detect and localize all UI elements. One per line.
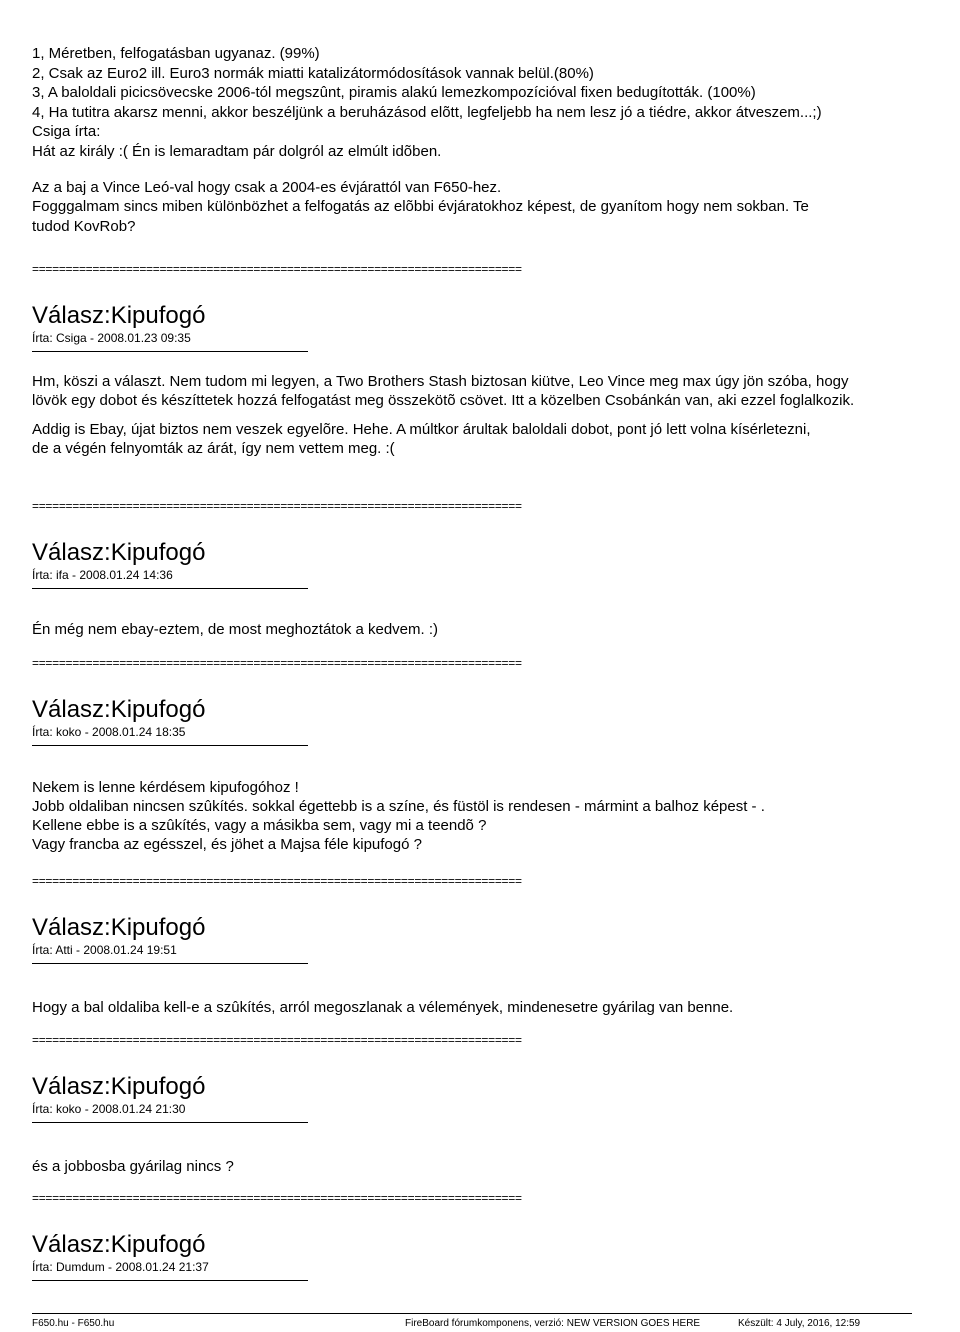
footer-divider <box>32 1313 912 1314</box>
post-separator: ========================================================================= <box>32 656 522 670</box>
post-line: Addig is Ebay, újat biztos nem veszek egyelõre. Hehe. A múltkor árultak baloldali dobot, pont jó lett volna kísérletezni, <box>32 421 811 438</box>
post-divider <box>32 1280 308 1281</box>
post-title: Válasz:Kipufogó <box>32 914 206 941</box>
post-separator: ========================================================================= <box>32 874 522 888</box>
post-title: Válasz:Kipufogó <box>32 1073 206 1100</box>
post-body <box>32 1157 957 1176</box>
post-title: Válasz:Kipufogó <box>32 302 206 329</box>
post-meta: Írta: Csiga - 2008.01.23 09:35 <box>32 331 191 345</box>
post-divider <box>32 351 308 352</box>
intro-line: 4, Ha tutitra akarsz menni, akkor beszéljünk a beruházásod elõtt, legfeljebb ha nem lesz jó a tiédre, akkor átveszem...;) <box>32 103 822 121</box>
intro-line: 3, A baloldali picicsövecske 2006-tól megszûnt, piramis alakú lemezkompozícióval fixen bedugították. (100%) <box>32 84 756 102</box>
post-line: lövök egy dobot és készíttetek hozzá felfogatást meg összekötõ csövet. Itt a közelben Csobánkán van, aki ezzel foglalkozik. <box>32 392 855 409</box>
post-line: és a jobbosba gyárilag nincs ? <box>32 1158 234 1175</box>
post-body <box>32 372 957 458</box>
post-line: Vagy francba az egésszel, és jöhet a Majsa féle kipufogó ? <box>32 836 422 853</box>
intro-line: 2, Csak az Euro2 ill. Euro3 normák miatti katalizátormódosítások vannak belül.(80%) <box>32 64 594 82</box>
post-separator: ========================================================================= <box>32 1033 522 1047</box>
post-meta: Írta: Dumdum - 2008.01.24 21:37 <box>32 1260 209 1274</box>
post-title: Válasz:Kipufogó <box>32 539 206 566</box>
intro-line: Hát az király :( Én is lemaradtam pár dolgról az elmúlt idõben. <box>32 142 442 160</box>
post-separator: ========================================================================= <box>32 1191 522 1205</box>
footer-date: Készült: 4 July, 2016, 12:59 <box>738 1318 861 1329</box>
post-line: Hogy a bal oldaliba kell-e a szûkítés, arról megoszlanak a vélemények, mindenesetre gyárilag van benne. <box>32 999 734 1016</box>
post-line: Én még nem ebay-eztem, de most meghoztátok a kedvem. :) <box>32 621 439 638</box>
intro-line: 1, Méretben, felfogatásban ugyanaz. (99%) <box>32 45 320 62</box>
post-divider <box>32 963 308 964</box>
footer-site: F650.hu - F650.hu <box>32 1318 115 1329</box>
post-line: Jobb oldaliban nincsen szûkítés. sokkal égettebb is a színe, és füstöl is rendesen - mármint a balhoz képest - . <box>32 798 765 815</box>
post-separator: ========================================================================= <box>32 499 522 513</box>
post-title: Válasz:Kipufogó <box>32 1231 206 1258</box>
footer-component: FireBoard fórumkomponens, verzió: NEW VERSION GOES HERE <box>405 1318 701 1329</box>
post-divider <box>32 588 308 589</box>
post-meta: Írta: koko - 2008.01.24 18:35 <box>32 725 186 739</box>
post-separator: ========================================================================= <box>32 262 522 276</box>
post-divider <box>32 745 308 746</box>
post-divider <box>32 1122 308 1123</box>
post-meta: Írta: ifa - 2008.01.24 14:36 <box>32 568 173 582</box>
intro-line: Az a baj a Vince Leó-val hogy csak a 2004-es évjárattól van F650-hez. <box>32 178 502 196</box>
post-meta: Írta: koko - 2008.01.24 21:30 <box>32 1102 186 1116</box>
post-body <box>32 620 957 639</box>
post-line: de a végén felnyomták az árát, így nem vettem meg. :( <box>32 440 395 457</box>
intro-line: Fogggalmam sincs miben különbözhet a felfogatás az elõbbi évjáratokhoz képest, de gyanítom hogy nem sokban. Te <box>32 198 809 216</box>
intro-line: tudod KovRob? <box>32 217 136 235</box>
intro-line: Csiga írta: <box>32 123 101 141</box>
post-title: Válasz:Kipufogó <box>32 696 206 723</box>
post-line: Kellene ebbe is a szûkítés, vagy a másikba sem, vagy mi a teendõ ? <box>32 817 487 834</box>
post-meta: Írta: Atti - 2008.01.24 19:51 <box>32 943 177 957</box>
post-line: Hm, köszi a választ. Nem tudom mi legyen, a Two Brothers Stash biztosan kiütve, Leo Vince meg max úgy jön szóba, hogy <box>32 373 849 390</box>
post-body <box>32 778 957 854</box>
intro-text <box>32 44 822 236</box>
post-line: Nekem is lenne kérdésem kipufogóhoz ! <box>32 779 299 796</box>
post-body <box>32 998 957 1017</box>
